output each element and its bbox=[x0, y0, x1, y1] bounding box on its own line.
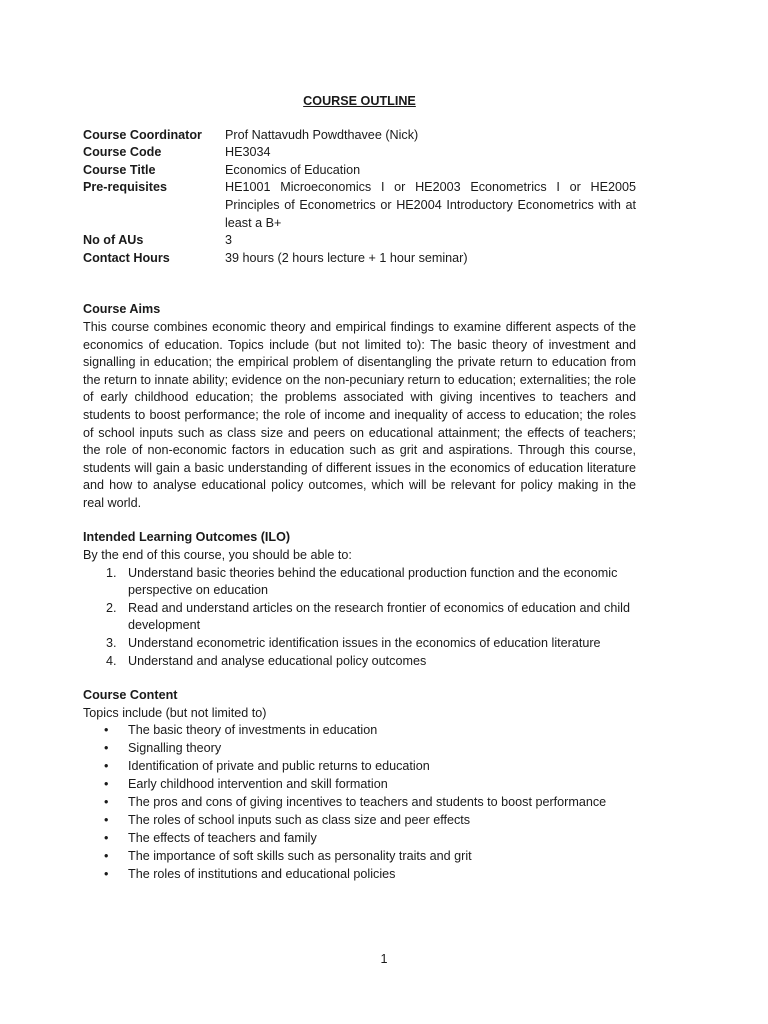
meta-row-title bbox=[83, 162, 636, 180]
bullet-icon: • bbox=[104, 795, 109, 810]
meta-value: 39 hours (2 hours lecture + 1 hour seminar) bbox=[225, 250, 468, 265]
list-item bbox=[83, 653, 636, 671]
bullet-icon: • bbox=[104, 867, 109, 882]
meta-value: 3 bbox=[225, 233, 233, 248]
list-number: 3. bbox=[106, 636, 117, 651]
list-item bbox=[83, 776, 636, 794]
list-item-text: Understand econometric identification issues in the economics of education literature bbox=[128, 636, 601, 651]
list-item-text: The basic theory of investments in education bbox=[128, 723, 378, 738]
page-number: 1 bbox=[380, 952, 388, 966]
course-aims-section bbox=[83, 301, 636, 512]
list-item bbox=[83, 830, 636, 848]
meta-row-aus bbox=[83, 232, 636, 250]
list-item bbox=[83, 740, 636, 758]
list-item bbox=[83, 758, 636, 776]
list-item bbox=[83, 635, 636, 653]
meta-label: Pre-requisites bbox=[83, 180, 167, 195]
list-number: 4. bbox=[106, 653, 117, 668]
list-item bbox=[83, 812, 636, 830]
bullet-icon: • bbox=[104, 849, 109, 864]
list-item-text: The pros and cons of giving incentives to teachers and students to boost performance bbox=[128, 795, 607, 810]
section-heading-aims: Course Aims bbox=[83, 302, 161, 317]
ilo-intro: By the end of this course, you should be able to: bbox=[83, 548, 352, 563]
meta-row-contact-hours bbox=[83, 250, 636, 268]
ilo-list bbox=[83, 565, 636, 671]
list-number: 1. bbox=[106, 565, 117, 580]
list-item-text: Read and understand articles on the research frontier of economics of education and child development bbox=[128, 600, 630, 633]
content-intro: Topics include (but not limited to) bbox=[83, 705, 267, 720]
list-item-text: Early childhood intervention and skill formation bbox=[128, 777, 388, 792]
list-item bbox=[83, 866, 636, 884]
list-item bbox=[83, 722, 636, 740]
meta-label: Course Code bbox=[83, 145, 162, 160]
bullet-icon: • bbox=[104, 741, 109, 756]
section-heading-content: Course Content bbox=[83, 688, 178, 703]
meta-value: HE3034 bbox=[225, 145, 271, 160]
list-item-text: Identification of private and public returns to education bbox=[128, 759, 430, 774]
bullet-icon: • bbox=[104, 831, 109, 846]
document-title: COURSE OUTLINE bbox=[303, 94, 416, 108]
list-item-text: The roles of school inputs such as class size and peer effects bbox=[128, 813, 471, 828]
list-item bbox=[83, 794, 636, 812]
meta-label: Contact Hours bbox=[83, 250, 170, 265]
section-heading-ilo: Intended Learning Outcomes (ILO) bbox=[83, 530, 291, 545]
document-page bbox=[83, 93, 636, 884]
meta-value: Prof Nattavudh Powdthavee (Nick) bbox=[225, 127, 419, 142]
topics-list bbox=[83, 722, 636, 884]
list-item-text: Understand basic theories behind the educational production function and the economic perspective on education bbox=[128, 565, 618, 598]
bullet-icon: • bbox=[104, 759, 109, 774]
meta-row-code bbox=[83, 144, 636, 162]
meta-value: HE1001 Microeconomics I or HE2003 Econometrics I or HE2005 Principles of Econometrics or HE2004 Introductory Econometrics with at least a B+ bbox=[225, 180, 636, 230]
meta-row-coordinator bbox=[83, 127, 636, 145]
list-item bbox=[83, 600, 636, 635]
list-item bbox=[83, 565, 636, 600]
list-item-text: The effects of teachers and family bbox=[128, 831, 317, 846]
bullet-icon: • bbox=[104, 813, 109, 828]
meta-label: Course Coordinator bbox=[83, 127, 202, 142]
list-item-text: Understand and analyse educational policy outcomes bbox=[128, 653, 427, 668]
meta-value: Economics of Education bbox=[225, 162, 361, 177]
list-item bbox=[83, 848, 636, 866]
course-content-section bbox=[83, 687, 636, 884]
aims-paragraph: This course combines economic theory and empirical findings to examine different aspects of the economics of education. Topics include (but not limited to): The basic theory of investment and signalling in education; the empirical problem of disentangling the private return to education from the return to innate ability; evidence on the non-pecuniary return to education; externalities; the role of early childhood education; the problems associated with giving incentives to teachers and students to boost performance; the role of income and inequality of access to education; the roles of school inputs such as class size and peers on educational attainment; the effects of teachers; the role of non-economic factors in education such as grit and aspirations. Through this course, students will gain a basic understanding of different issues in the economics of education literature and how to analyse educational policy outcomes, which will be relevant for policy making in the real world. bbox=[83, 319, 636, 510]
list-item-text: The roles of institutions and educational policies bbox=[128, 867, 396, 882]
bullet-icon: • bbox=[104, 777, 109, 792]
list-item-text: Signalling theory bbox=[128, 741, 222, 756]
meta-label: Course Title bbox=[83, 162, 156, 177]
meta-row-prerequisites bbox=[83, 179, 636, 232]
course-meta bbox=[83, 127, 636, 268]
list-number: 2. bbox=[106, 600, 117, 615]
ilo-section bbox=[83, 529, 636, 670]
meta-label: No of AUs bbox=[83, 233, 144, 248]
list-item-text: The importance of soft skills such as personality traits and grit bbox=[128, 849, 472, 864]
bullet-icon: • bbox=[104, 723, 109, 738]
